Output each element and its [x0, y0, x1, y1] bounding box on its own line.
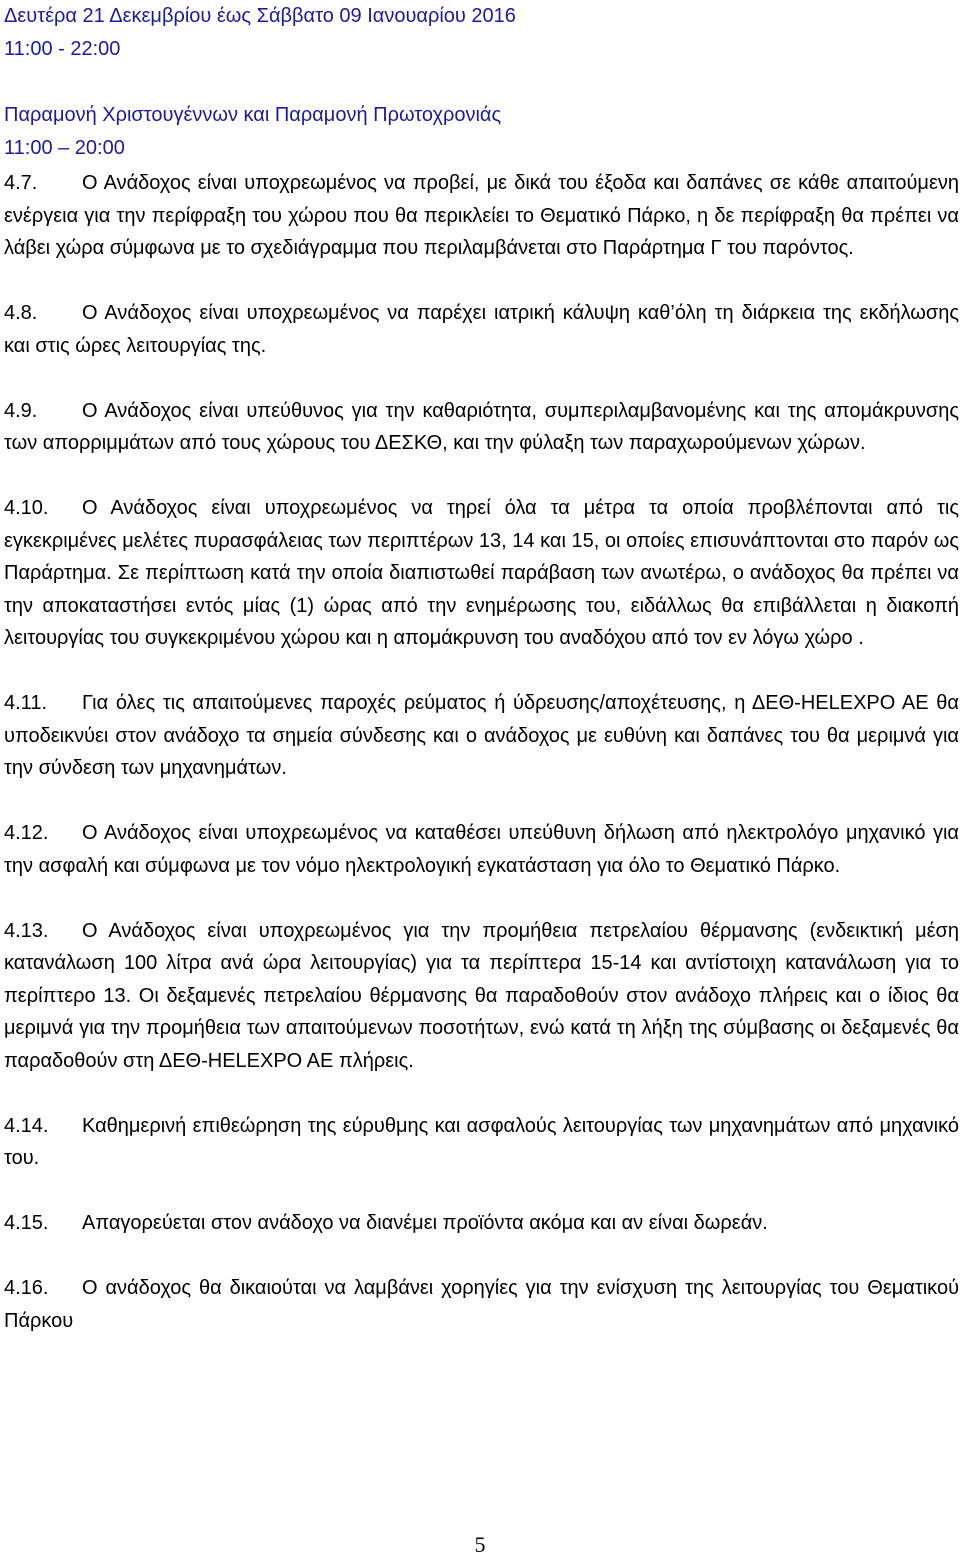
clause-4-8 [4, 297, 959, 362]
clause-text: Ο ανάδοχος θα δικαιούται να λαμβάνει χορηγίες για την ενίσχυση της λειτουργίας του Θεματικού Πάρκου [4, 1277, 959, 1332]
clause-number: 4.12. [4, 822, 49, 844]
clause-4-15 [4, 1207, 959, 1240]
clause-number: 4.15. [4, 1212, 49, 1234]
clause-text: Απαγορεύεται στον ανάδοχο να διανέμει προϊόντα ακόμα και αν είναι δωρεάν. [82, 1212, 768, 1234]
clause-text: Ο Ανάδοχος είναι υποχρεωμένος να προβεί, με δικά του έξοδα και δαπάνες σε κάθε απαιτούμενη ενέργεια για την περίφραξη του χώρου που θα περικλείει το Θεματικό Πάρκο, η δε περίφραξη θα πρέπει να λάβει χώρα σύμφωνα με το σχεδιάγραμμα που περιλαμβάνεται στο Παράρτημα Γ του παρόντος. [4, 172, 959, 259]
clause-4-12 [4, 817, 959, 882]
clause-text: Ο Ανάδοχος είναι υποχρεωμένος να παρέχει ιατρική κάλυψη καθ’όλη τη διάρκεια της εκδήλωσης και στις ώρες λειτουργίας της. [4, 302, 959, 357]
clause-number: 4.8. [4, 302, 38, 324]
clause-4-9 [4, 395, 959, 460]
clause-number: 4.9. [4, 399, 38, 422]
clause-text: Ο Ανάδοχος είναι υποχρεωμένος να τηρεί όλα τα μέτρα τα οποία προβλέπονται από τις εγκεκριμένες μελέτες πυρασφάλειας των περιπτέρων 13, 14 και 15, οι οποίες επισυνάπτονται στο παρόν ως Παράρτημα. Σε περίπτωση κατά την οποία διαπιστωθεί παράβαση των ανωτέρω, ο ανάδοχος θα πρέπει να την αποκαταστήσει εντός μίας (1) ώρας από την ενημέρωσης του, ειδάλλως θα επιβάλλεται η διακοπή λειτουργίας του συγκεκριμένου χώρου και η απομάκρυνση του αναδόχου από τον εν λόγω χώρο . [4, 497, 959, 649]
clause-4-13 [4, 915, 959, 1078]
clause-4-14 [4, 1110, 959, 1175]
operating-hours-block [4, 0, 944, 165]
clause-number: 4.14. [4, 1114, 49, 1137]
schedule-eve-days: Παραμονή Χριστουγέννων και Παραμονή Πρωτοχρονιάς [4, 104, 502, 126]
clause-text: Ο Ανάδοχος είναι υποχρεωμένος να καταθέσει υπεύθυνη δήλωση από ηλεκτρολόγο μηχανικό για την ασφαλή και σύμφωνα με τον νόμο ηλεκτρολογική εγκατάσταση για όλο το Θεματικό Πάρκο. [4, 822, 959, 877]
clause-4-11 [4, 687, 959, 785]
clause-number: 4.7. [4, 172, 38, 194]
schedule-eve-hours: 11:00 – 20:00 [4, 137, 125, 159]
schedule-dates: Δευτέρα 21 Δεκεμβρίου έως Σάββατο 09 Ιανουαρίου 2016 [4, 5, 516, 27]
clause-text: Ο Ανάδοχος είναι υποχρεωμένος για την προμήθεια πετρελαίου θέρμανσης (ενδεικτική μέση κατανάλωση 100 λίτρα ανά ώρα λειτουργίας) για τα περίπτερα 15-14 και αντίστοιχη κατανάλωση για το περίπτερο 13. Οι δεξαμενές πετρελαίου θέρμανσης θα παραδοθούν στον ανάδοχο πλήρεις και ο ίδιος θα μεριμνά για την προμήθεια των απαιτούμενων ποσοτήτων, ενώ κατά τη λήξη της σύμβασης οι δεξαμενές θα παραδοθούν στη ΔΕΘ-HELEXPO AE πλήρεις. [4, 919, 959, 1072]
clause-number: 4.16. [4, 1277, 49, 1299]
clause-4-7 [4, 167, 959, 265]
clause-number: 4.10. [4, 497, 49, 519]
clause-text: Καθημερινή επιθεώρηση της εύρυθμης και ασφαλούς λειτουργίας των μηχανημάτων από μηχανικό του. [4, 1114, 959, 1169]
clause-number: 4.13. [4, 919, 49, 942]
contract-clauses [4, 167, 959, 1370]
page-number: 5 [474, 1532, 486, 1557]
clause-number: 4.11. [4, 692, 47, 714]
clause-text: Ο Ανάδοχος είναι υπεύθυνος για την καθαριότητα, συμπεριλαμβανομένης και της απομάκρυνσης των απορριμμάτων από τους χώρους του ΔΕΣΚΘ, και την φύλαξη των παραχωρούμενων χώρων. [4, 399, 959, 454]
schedule-hours: 11:00 - 22:00 [4, 38, 121, 60]
schedule-spacer [4, 66, 944, 99]
clause-4-10 [4, 492, 959, 655]
clause-4-16 [4, 1272, 959, 1337]
clause-text: Για όλες τις απαιτούμενες παροχές ρεύματος ή ύδρευσης/αποχέτευσης, η ΔΕΘ-HELEXPO AE θα υποδεικνύει στον ανάδοχο τα σημεία σύνδεσης και ο ανάδοχος με ευθύνη και δαπάνες του θα μεριμνά για την σύνδεση των μηχανημάτων. [4, 692, 959, 779]
